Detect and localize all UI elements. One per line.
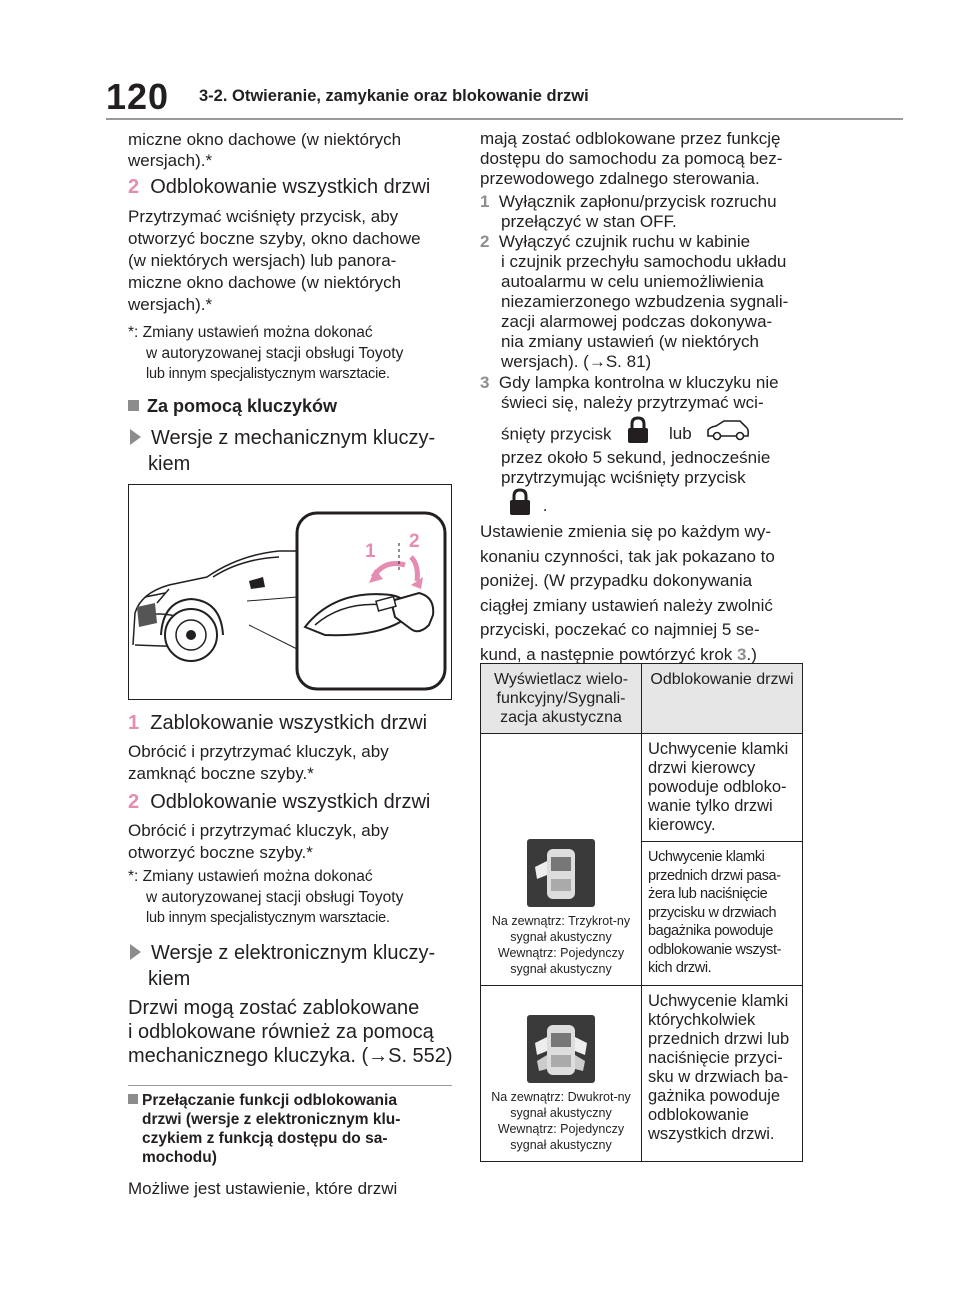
- info-box-body: Możliwe jest ustawienie, które drzwi: [128, 1179, 398, 1198]
- step-heading-unlock-all: 2 Odblokowanie wszystkich drzwi: [128, 176, 431, 198]
- step-body: Obrócić i przytrzymać kluczyk, aby zamknąć boczne szyby.*: [128, 742, 389, 783]
- electronic-key-paragraph: Drzwi mogą zostać zablokowane i odblokowane również za pomocą mechanicznego kluczyka. (→S. 552): [128, 997, 453, 1067]
- section-heading: Za pomocą kluczyków: [128, 396, 337, 417]
- triangle-bullet-icon: [130, 944, 141, 960]
- right-step-2: 2 Wyłączyć czujnik ruchu w kabinie i czujnik przechyłu samochodu układu autoalarmu w celu uniemożliwienia niezamierzonego wzbudzenia sygnali- zacji alarmowej podczas dokonywa- nia zmiany ustawień (w niektórych wersjach). (→S. 81): [480, 232, 789, 371]
- step-3-end: .: [508, 488, 547, 518]
- right-paragraph: Ustawienie zmienia się po każdym wy- konaniu czynności, tak jak pokazano to poniżej. (W przypadku dokonywania ciągłej zmiany ustawień należy zwolnić przyciski, poczekać co najmniej 5 se- kund, a następnie powtórzyć krok 3.): [480, 522, 775, 664]
- table-header-row: [481, 664, 803, 734]
- table-header-cell: Odblokowanie drzwi: [642, 664, 803, 734]
- car-key-illustration: [128, 484, 452, 700]
- all-doors-open-icon: [527, 1015, 595, 1083]
- driver-door-open-icon: [527, 839, 595, 907]
- left-intro: miczne okno dachowe (w niektórych wersjach).*: [128, 130, 402, 170]
- step-body: Przytrzymać wciśnięty przycisk, aby otworzyć boczne szyby, okno dachowe (w niektórych wersjach) lub panora- miczne okno dachowe (w niektórych wersjach).*: [128, 207, 421, 314]
- car-icon: [706, 419, 750, 451]
- step-number: 3: [480, 373, 490, 392]
- subsection-mechanical: Wersje z mechanicznym kluczy- kiem: [130, 425, 435, 477]
- step-body: Obrócić i przytrzymać kluczyk, aby otworzyć boczne szyby.*: [128, 821, 389, 862]
- unlock-settings-table: [480, 663, 803, 1162]
- right-step-1: 1 Wyłącznik zapłonu/przycisk rozruchu przełączyć w stan OFF.: [480, 192, 777, 231]
- step-number: 1: [128, 712, 140, 734]
- table-cell-option: Uchwycenie klamki drzwi kierowcy powoduje odbloko-wanie tylko drzwi kierowcy.: [642, 734, 803, 842]
- car-door-key-drawing: [129, 485, 451, 699]
- table-header-cell: Wyświetlacz wielo-funkcyjny/Sygnali-zacja akustyczna: [481, 664, 642, 734]
- table-cell-signal: Na zewnątrz: Trzykrot-ny sygnał akustyczny Wewnątrz: Pojedynczy sygnał akustyczny: [481, 734, 642, 986]
- chapter-title: 3-2. Otwieranie, zamykanie oraz blokowanie drzwi: [199, 87, 589, 105]
- illus-label-1: 1: [365, 541, 376, 562]
- step-3-icons-line: śnięty przycisk lub: [501, 416, 811, 446]
- step-number: 2: [128, 791, 140, 813]
- table-cell-option: Uchwycenie klamki przednich drzwi pasa-żera lub naciśnięcie przycisku w drzwiach bagażnika powoduje odblokowanie wszyst-kich drzwi.: [642, 842, 803, 986]
- footnote: *: Zmiany ustawień można dokonać w autoryzowanej stacji obsługi Toyoty lub innym specjalistycznym warsztacie.: [128, 868, 404, 926]
- step-heading-lock-all: 1 Zablokowanie wszystkich drzwi: [128, 712, 428, 734]
- table-row: [481, 734, 803, 842]
- header-divider: [106, 118, 903, 120]
- right-intro: mają zostać odblokowane przez funkcję dostępu do samochodu za pomocą bez- przewodowego zdalnego sterowania.: [480, 129, 783, 188]
- illus-label-2: 2: [409, 531, 420, 552]
- subsection-electronic: Wersje z elektronicznym kluczy- kiem: [130, 940, 435, 992]
- square-bullet-icon: [128, 1094, 138, 1104]
- table-row: [481, 986, 803, 1162]
- step-number: 2: [128, 176, 140, 198]
- page-number: 120: [106, 76, 170, 117]
- right-step-3: 3 Gdy lampka kontrolna w kluczyku nie świeci się, należy przytrzymać wci-: [480, 373, 779, 412]
- table-cell-option: Uchwycenie klamki którychkolwiek przednich drzwi lub naciśnięcie przyci-sku w drzwiach ba-gażnika powoduje odblokowanie wszystkich drzwi.: [642, 986, 803, 1162]
- footnote: *: Zmiany ustawień można dokonać w autoryzowanej stacji obsługi Toyoty lub innym specjalistycznym warsztacie.: [128, 324, 404, 382]
- info-box-heading: Przełączanie funkcji odblokowania drzwi (wersje z elektronicznym klu- czykiem z funkcją dostępu do sa- mochodu): [128, 1091, 458, 1167]
- step-heading-unlock-all-2: 2 Odblokowanie wszystkich drzwi: [128, 791, 431, 813]
- step-number: 2: [480, 232, 490, 251]
- step-number: 1: [480, 192, 490, 211]
- step-3-continued: przez około 5 sekund, jednocześnie przytrzymując wciśnięty przycisk: [501, 448, 771, 487]
- square-bullet-icon: [128, 400, 139, 411]
- table-cell-signal: Na zewnątrz: Dwukrot-ny sygnał akustyczny Wewnątrz: Pojedynczy sygnał akustyczny: [481, 986, 642, 1162]
- triangle-bullet-icon: [130, 429, 141, 445]
- box-divider: [128, 1085, 452, 1086]
